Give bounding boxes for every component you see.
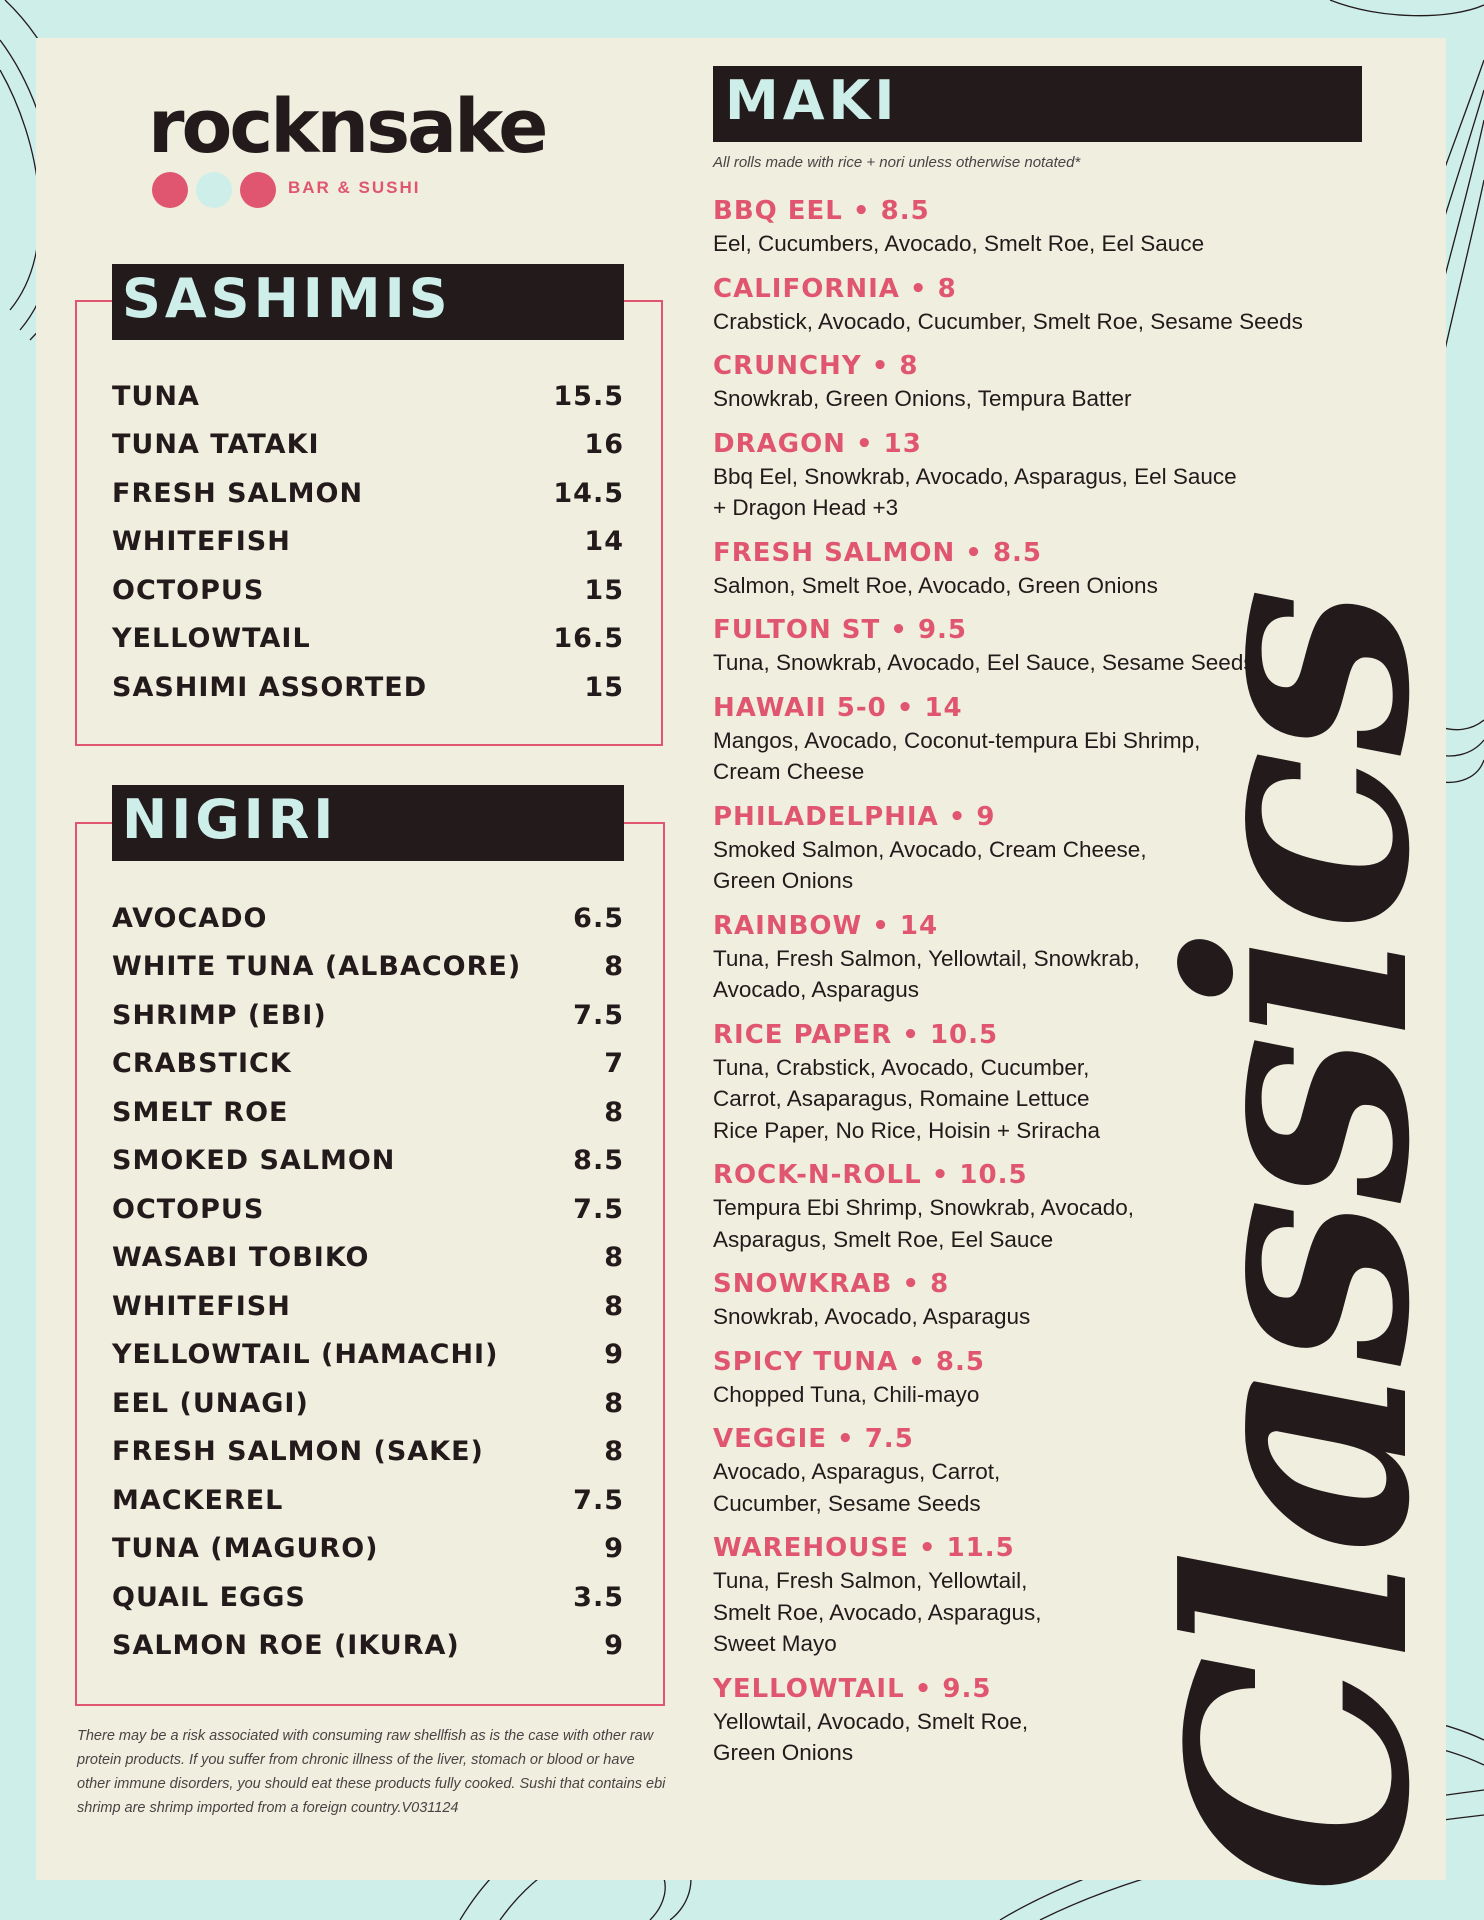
- maki-item-title: VEGGIE • 7.5: [713, 1424, 914, 1454]
- item-price: 16.5: [553, 623, 624, 655]
- maki-item-title: ROCK-N-ROLL • 10.5: [713, 1160, 1028, 1190]
- item-name: FRESH SALMON (SAKE): [112, 1436, 484, 1468]
- maki-item-title: DRAGON • 13: [713, 428, 922, 459]
- maki-item-title: WAREHOUSE • 11.5: [713, 1533, 1015, 1563]
- sashimis-item: [112, 566, 624, 615]
- logo-dot-2: [196, 172, 232, 208]
- maki-item-title: PHILADELPHIA • 9: [713, 801, 996, 832]
- item-price: 7.5: [573, 999, 624, 1031]
- maki-item-title: BBQ EEL • 8.5: [713, 196, 930, 226]
- nigiri-item: [112, 1573, 624, 1622]
- nigiri-item: [112, 943, 624, 992]
- maki-item-description: Salmon, Smelt Roe, Avocado, Green Onions: [713, 572, 1158, 598]
- maki-item-title: CRUNCHY • 8: [713, 351, 919, 381]
- item-name: OCTOPUS: [112, 1193, 265, 1225]
- maki-item-description: Snowkrab, Green Onions, Tempura Batter: [713, 386, 1132, 411]
- maki-item-title: SNOWKRAB • 8: [713, 1269, 950, 1299]
- sashimis-item: [112, 372, 624, 421]
- item-name: YELLOWTAIL: [112, 623, 311, 655]
- maki-item-description: Mangos, Avocado, Coconut-tempura Ebi Shrimp, Cream Cheese: [713, 727, 1201, 784]
- item-name: SALMON ROE (IKURA): [112, 1630, 460, 1662]
- sashimis-item: [112, 518, 624, 567]
- nigiri-item: [112, 1234, 624, 1283]
- item-price: 9: [604, 1339, 624, 1371]
- nigiri-item: [112, 1137, 624, 1186]
- item-price: 8: [604, 1290, 624, 1322]
- classics-script-title: Classics: [1123, 592, 1476, 1895]
- nigiri-item: [112, 991, 624, 1040]
- maki-item-title: YELLOWTAIL • 9.5: [713, 1673, 992, 1704]
- item-price: 8: [604, 1096, 624, 1128]
- sashimis-item: [112, 663, 624, 712]
- item-name: TUNA (MAGURO): [112, 1533, 379, 1565]
- nigiri-item: [112, 1185, 624, 1234]
- maki-item-description: Chopped Tuna, Chili-mayo: [713, 1381, 980, 1407]
- sashimis-heading: SASHIMIS: [112, 264, 624, 340]
- maki-heading: MAKI: [713, 66, 1362, 142]
- item-name: WHITE TUNA (ALBACORE): [112, 951, 522, 983]
- nigiri-item: [112, 1428, 624, 1477]
- item-price: 8: [604, 1242, 624, 1274]
- maki-item-title: RAINBOW • 14: [713, 910, 939, 941]
- maki-item-title: FULTON ST • 9.5: [713, 615, 968, 645]
- maki-item-title: HAWAII 5-0 • 14: [713, 692, 963, 723]
- maki-item-description: Tuna, Crabstick, Avocado, Cucumber, Carrot, Asaparagus, Romaine Lettuce Rice Paper, No Rice, Hoisin + Sriracha: [713, 1054, 1101, 1143]
- maki-item-description: Tempura Ebi Shrimp, Snowkrab, Avocado, Asparagus, Smelt Roe, Eel Sauce: [713, 1195, 1135, 1252]
- item-price: 9: [604, 1630, 624, 1662]
- maki-item-description: Bbq Eel, Snowkrab, Avocado, Asparagus, Eel Sauce + Dragon Head +3: [713, 463, 1237, 520]
- item-name: SHRIMP (EBI): [112, 999, 327, 1031]
- maki-item: [713, 272, 1413, 338]
- logo-wordmark: rocknsake: [148, 84, 546, 170]
- maki-item-title: FRESH SALMON • 8.5: [713, 537, 1043, 568]
- item-price: 9: [604, 1533, 624, 1565]
- sashimi-list: [112, 372, 624, 712]
- nigiri-item: [112, 1476, 624, 1525]
- item-name: YELLOWTAIL (HAMACHI): [112, 1339, 499, 1371]
- item-price: 8.5: [573, 1145, 624, 1177]
- item-price: 7: [604, 1048, 624, 1080]
- nigiri-item: [112, 1040, 624, 1089]
- item-price: 8: [604, 951, 624, 983]
- maki-item-title: CALIFORNIA • 8: [713, 273, 957, 304]
- nigiri-item: [112, 1622, 624, 1671]
- item-price: 15.5: [553, 380, 624, 412]
- maki-item: [713, 427, 1413, 524]
- maki-item-description: Smoked Salmon, Avocado, Cream Cheese, Green Onions: [713, 836, 1147, 893]
- nigiri-heading: NIGIRI: [112, 785, 624, 861]
- logo-dots: [152, 172, 276, 208]
- item-price: 8: [604, 1436, 624, 1468]
- nigiri-item: [112, 1379, 624, 1428]
- item-name: WHITEFISH: [112, 526, 291, 558]
- maki-item: [713, 194, 1413, 260]
- item-name: QUAIL EGGS: [112, 1581, 306, 1613]
- nigiri-item: [112, 894, 624, 943]
- item-price: 7.5: [573, 1193, 624, 1225]
- item-name: FRESH SALMON: [112, 477, 364, 509]
- item-name: EEL (UNAGI): [112, 1387, 309, 1419]
- item-name: TUNA: [112, 380, 200, 412]
- item-price: 14: [584, 526, 624, 558]
- maki-item-title: SPICY TUNA • 8.5: [713, 1346, 985, 1377]
- item-price: 6.5: [573, 902, 624, 934]
- item-name: CRABSTICK: [112, 1048, 292, 1080]
- item-name: MACKEREL: [112, 1484, 284, 1516]
- nigiri-item: [112, 1331, 624, 1380]
- maki-item-description: Tuna, Snowkrab, Avocado, Eel Sauce, Sesame Seeds: [713, 650, 1255, 675]
- item-price: 15: [584, 671, 624, 703]
- nigiri-item: [112, 1525, 624, 1574]
- sashimis-item: [112, 615, 624, 664]
- item-name: SASHIMI ASSORTED: [112, 671, 428, 703]
- brand-logo: [148, 84, 546, 197]
- maki-item-description: Crabstick, Avocado, Cucumber, Smelt Roe, Sesame Seeds: [713, 308, 1303, 334]
- item-price: 15: [584, 574, 624, 606]
- logo-dot-1: [152, 172, 188, 208]
- logo-subtitle: BAR & SUSHI: [288, 178, 421, 197]
- item-name: SMELT ROE: [112, 1096, 289, 1128]
- item-price: 14.5: [553, 477, 624, 509]
- item-name: TUNA TATAKI: [112, 429, 320, 461]
- item-name: OCTOPUS: [112, 574, 265, 606]
- maki-item-description: Avocado, Asparagus, Carrot, Cucumber, Sesame Seeds: [713, 1459, 1001, 1516]
- maki-item-description: Snowkrab, Avocado, Asparagus: [713, 1304, 1031, 1329]
- item-price: 16: [584, 429, 624, 461]
- item-name: WASABI TOBIKO: [112, 1242, 370, 1274]
- allergen-disclaimer: There may be a risk associated with consuming raw shellfish as is the case with other raw protein products. If you suffer from chronic illness of the liver, stomach or blood or have other immune disorders, you should eat these products fully cooked. Sushi that contains ebi shrimp are shrimp imported from a foreign country.V031124: [77, 1728, 666, 1816]
- maki-item-title: RICE PAPER • 10.5: [713, 1019, 999, 1050]
- nigiri-list: [112, 894, 624, 1670]
- maki-item-description: Eel, Cucumbers, Avocado, Smelt Roe, Eel Sauce: [713, 231, 1205, 256]
- item-name: SMOKED SALMON: [112, 1145, 396, 1177]
- maki-item: [713, 349, 1413, 415]
- logo-dot-3: [240, 172, 276, 208]
- sashimis-item: [112, 421, 624, 470]
- item-name: WHITEFISH: [112, 1290, 291, 1322]
- item-price: 8: [604, 1387, 624, 1419]
- sashimis-item: [112, 469, 624, 518]
- item-name: AVOCADO: [112, 902, 268, 934]
- nigiri-item: [112, 1282, 624, 1331]
- maki-item: [713, 536, 1413, 602]
- maki-item-description: Yellowtail, Avocado, Smelt Roe, Green Onions: [713, 1708, 1029, 1765]
- nigiri-item: [112, 1088, 624, 1137]
- item-price: 3.5: [573, 1581, 624, 1613]
- maki-item-description: Tuna, Fresh Salmon, Yellowtail, Snowkrab, Avocado, Asparagus: [713, 945, 1140, 1002]
- maki-note: All rolls made with rice + nori unless otherwise notated*: [713, 154, 1081, 171]
- item-price: 7.5: [573, 1484, 624, 1516]
- maki-item-description: Tuna, Fresh Salmon, Yellowtail, Smelt Roe, Avocado, Asparagus, Sweet Mayo: [713, 1568, 1042, 1656]
